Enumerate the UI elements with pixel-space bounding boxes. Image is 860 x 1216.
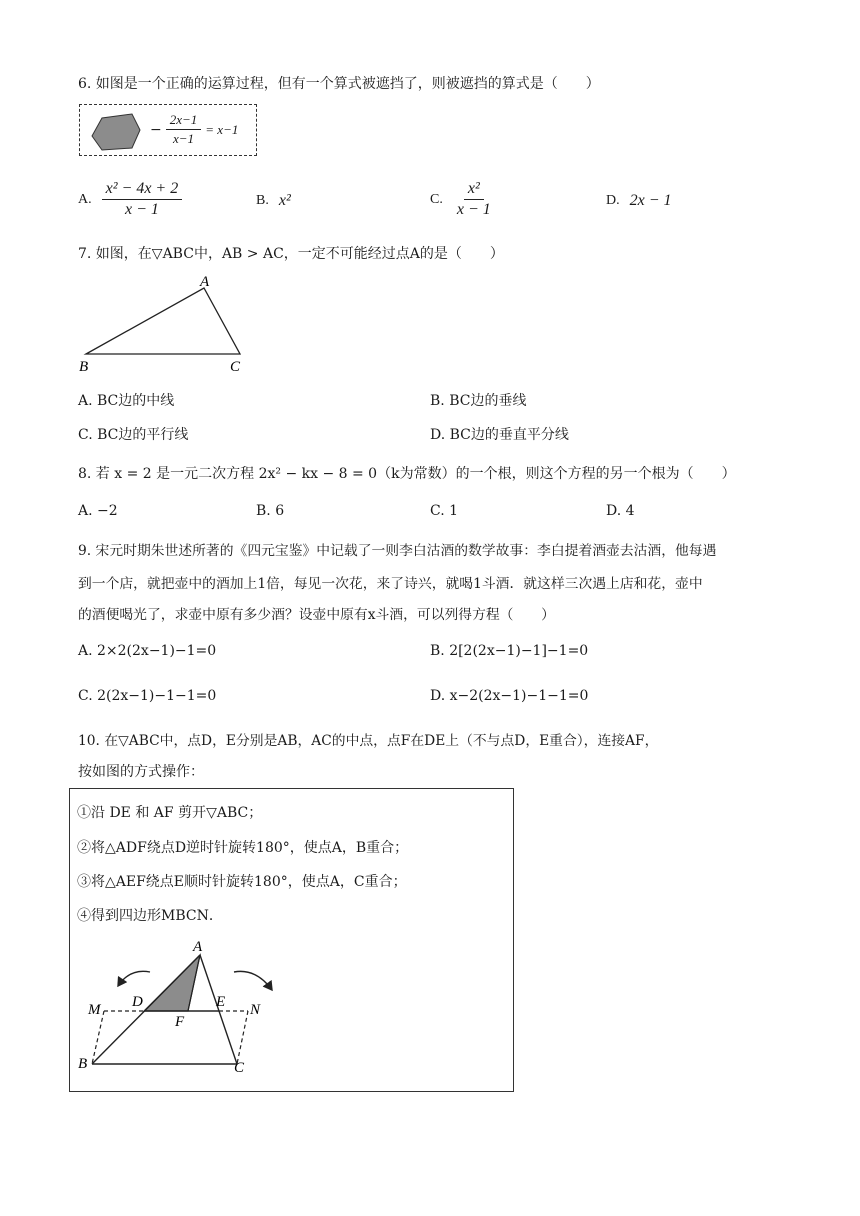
q10-dashed-mb	[92, 1011, 104, 1064]
q9-option-c: C. 2(2x−1)−1−1=0	[78, 688, 217, 704]
q10-stem-line-1: 10. 在▽ABC中，点D，E分别是AB，AC的中点，点F在DE上（不与点D，E重合），连接AF，	[78, 733, 659, 749]
q7-option-a: A. BC边的中线	[78, 393, 175, 409]
q6-option-a-label: A.	[78, 191, 92, 207]
q6-option-b-label: B.	[256, 193, 269, 208]
q8-option-a: A. −2	[78, 503, 118, 519]
q10-label-e: E	[216, 994, 226, 1010]
q7-option-d: D. BC边的垂直平分线	[430, 427, 569, 443]
q6-fraction-den: x−1	[172, 131, 195, 146]
q6-fraction	[166, 112, 202, 147]
q8-option-c: C. 1	[430, 503, 459, 519]
q10-stem-line-2: 按如图的方式操作：	[78, 764, 204, 780]
q10-label-a: A	[193, 939, 203, 955]
q10-label-f: F	[175, 1014, 185, 1030]
q9-stem-line-3: 的酒便喝光了，求壶中原有多少酒？设壶中原有x斗酒，可以列得方程（ ）	[78, 607, 555, 623]
q9-option-d: D. x−2(2x−1)−1−1=0	[430, 688, 589, 704]
q10-label-c: C	[234, 1060, 245, 1076]
q6-minus-sign: −	[150, 121, 162, 138]
q8-stem: 8. 若 x = 2 是一元二次方程 2x² − kx − 8 = 0（k为常数）的一个根，则这个方程的另一个根为（ ）	[78, 466, 736, 482]
q7-label-a: A	[200, 274, 210, 290]
q7-triangle-abc	[86, 288, 240, 354]
q10-label-d: D	[132, 994, 143, 1010]
q6-stem: 6. 如图是一个正确的运算过程，但有一个算式被遮挡了，则被遮挡的算式是（ ）	[78, 76, 600, 92]
q10-label-n: N	[250, 1002, 261, 1018]
q8-option-b: B. 6	[256, 503, 285, 519]
q6-equals-rhs: = x−1	[205, 121, 239, 137]
q6-figure-expression	[150, 112, 238, 147]
q7-label-c: C	[230, 359, 241, 375]
q6-option-a-num: x² − 4x + 2	[102, 180, 183, 200]
q10-label-m: M	[88, 1002, 101, 1018]
q10-label-b: B	[78, 1056, 88, 1072]
q6-option-b	[256, 192, 291, 210]
q10-step-4: ④得到四边形MBCN．	[77, 908, 223, 924]
q7-option-c: C. BC边的平行线	[78, 427, 189, 443]
q6-option-d	[606, 192, 672, 210]
q10-dashed-nc	[237, 1011, 248, 1064]
q6-option-a-frac	[102, 180, 183, 219]
q6-option-a-den: x − 1	[124, 201, 159, 218]
q6-option-c-label: C.	[430, 191, 443, 207]
q10-parallelogram-figure	[74, 938, 298, 1078]
q6-option-a	[78, 180, 182, 219]
q6-option-c-frac	[453, 180, 495, 219]
q6-occluder-shape	[88, 112, 148, 152]
q6-option-c-den: x − 1	[456, 201, 491, 218]
q6-option-b-value: x²	[278, 192, 291, 209]
q10-step-2: ②将△ADF绕点D逆时针旋转180°，使点A，B重合；	[77, 840, 409, 856]
q10-rotate-arrow-right	[234, 971, 272, 990]
q10-step-3: ③将△AEF绕点E顺时针旋转180°，使点A，C重合；	[77, 874, 407, 890]
q7-label-b: B	[79, 359, 89, 375]
q7-stem: 7. 如图，在▽ABC中，AB > AC，一定不可能经过点A的是（ ）	[78, 246, 504, 262]
q6-option-c-num: x²	[464, 180, 484, 200]
q6-option-d-label: D.	[606, 193, 620, 208]
q9-stem-line-2: 到一个店，就把壶中的酒加上1倍，每见一次花，来了诗兴，就喝1斗酒．就这样三次遇上店和花，壶中	[78, 576, 703, 592]
q10-rotate-arrow-left	[118, 971, 150, 986]
q9-option-b: B. 2[2(2x−1)−1]−1=0	[430, 643, 589, 659]
q6-fraction-num: 2x−1	[166, 112, 202, 130]
q7-option-b: B. BC边的垂线	[430, 393, 527, 409]
q9-option-a: A. 2×2(2x−1)−1=0	[78, 643, 217, 659]
q9-stem-line-1: 9. 宋元时期朱世述所著的《四元宝鉴》中记载了一则李白沽酒的数学故事：李白提着酒壶去沽酒，他每遇	[78, 543, 717, 559]
q7-triangle-figure	[76, 272, 256, 376]
q6-option-d-value: 2x − 1	[629, 192, 672, 209]
q10-step-1: ①沿 DE 和 AF 剪开▽ABC；	[77, 805, 263, 821]
q8-option-d: D. 4	[606, 503, 635, 519]
q6-option-c	[430, 180, 495, 219]
